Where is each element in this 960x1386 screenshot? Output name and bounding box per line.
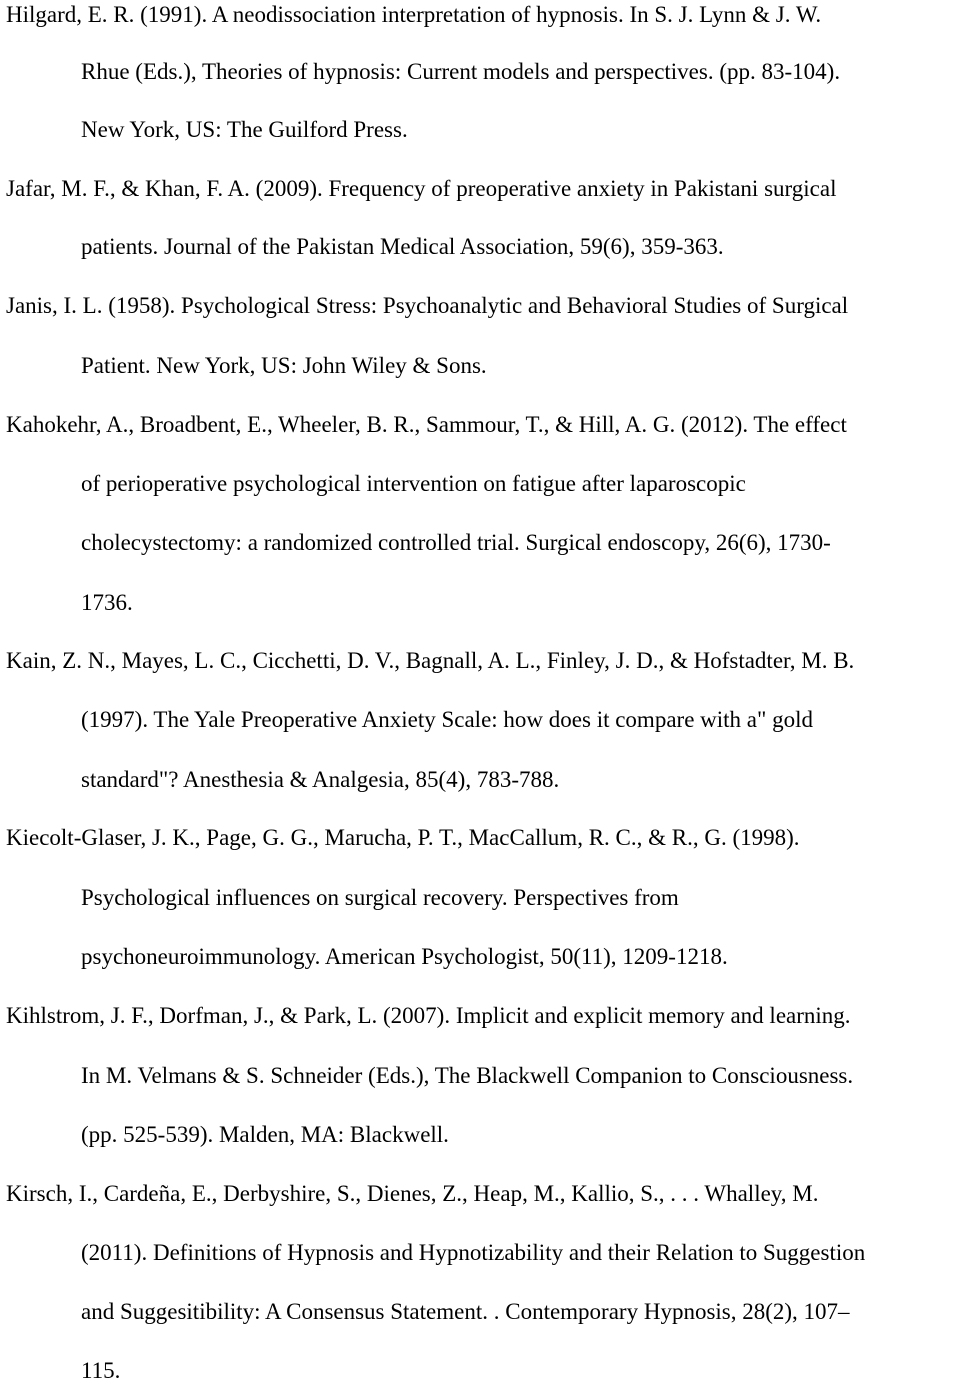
- reference-janis-line-1: Janis, I. L. (1958). Psychological Stress: Psychoanalytic and Behavioral Studies of Surgical: [6, 293, 849, 318]
- reference-hilgard-line-2: Rhue (Eds.), Theories of hypnosis: Current models and perspectives. (pp. 83-104).: [81, 59, 841, 84]
- reference-kahokehr-line-2: of perioperative psychological intervention on fatigue after laparoscopic: [81, 471, 746, 496]
- reference-kirsch-line-3: and Suggesitibility: A Consensus Statement. . Contemporary Hypnosis, 28(2), 107–: [81, 1299, 850, 1324]
- reference-kirsch-line-2: (2011). Definitions of Hypnosis and Hypnotizability and their Relation to Suggestion: [81, 1240, 866, 1265]
- reference-kahokehr-line-1: Kahokehr, A., Broadbent, E., Wheeler, B. R., Sammour, T., & Hill, A. G. (2012). The effect: [6, 412, 847, 437]
- reference-kain-line-3: standard"? Anesthesia & Analgesia, 85(4), 783-788.: [81, 767, 560, 792]
- reference-janis-line-2: Patient. New York, US: John Wiley & Sons.: [81, 353, 487, 378]
- reference-kahokehr-line-3: cholecystectomy: a randomized controlled trial. Surgical endoscopy, 26(6), 1730-: [81, 530, 831, 555]
- reference-kihlstrom-line-1: Kihlstrom, J. F., Dorfman, J., & Park, L. (2007). Implicit and explicit memory and learning.: [6, 1003, 851, 1028]
- reference-kahokehr-line-4: 1736.: [81, 590, 133, 615]
- reference-jafar-line-1: Jafar, M. F., & Khan, F. A. (2009). Frequency of preoperative anxiety in Pakistani surgical: [6, 176, 837, 201]
- reference-kiecolt-glaser-line-3: psychoneuroimmunology. American Psychologist, 50(11), 1209-1218.: [81, 944, 728, 969]
- reference-kain-line-2: (1997). The Yale Preoperative Anxiety Scale: how does it compare with a" gold: [81, 707, 814, 732]
- reference-hilgard-line-3: New York, US: The Guilford Press.: [81, 117, 408, 142]
- reference-kirsch-line-4: 115.: [81, 1358, 121, 1383]
- reference-kirsch-line-1: Kirsch, I., Cardeña, E., Derbyshire, S., Dienes, Z., Heap, M., Kallio, S., . . . Whalley, M.: [6, 1181, 819, 1206]
- reference-kihlstrom-line-3: (pp. 525-539). Malden, MA: Blackwell.: [81, 1122, 449, 1147]
- reference-kihlstrom-line-2: In M. Velmans & S. Schneider (Eds.), The Blackwell Companion to Consciousness.: [81, 1063, 854, 1088]
- reference-kiecolt-glaser-line-1: Kiecolt-Glaser, J. K., Page, G. G., Marucha, P. T., MacCallum, R. C., & R., G. (1998).: [6, 825, 800, 850]
- reference-jafar-line-2: patients. Journal of the Pakistan Medical Association, 59(6), 359-363.: [81, 234, 724, 259]
- reference-kiecolt-glaser-line-2: Psychological influences on surgical recovery. Perspectives from: [81, 885, 679, 910]
- reference-kain-line-1: Kain, Z. N., Mayes, L. C., Cicchetti, D. V., Bagnall, A. L., Finley, J. D., & Hofstadter, M. B.: [6, 648, 855, 673]
- reference-hilgard-line-1: Hilgard, E. R. (1991). A neodissociation interpretation of hypnosis. In S. J. Lynn & J. W.: [6, 2, 822, 27]
